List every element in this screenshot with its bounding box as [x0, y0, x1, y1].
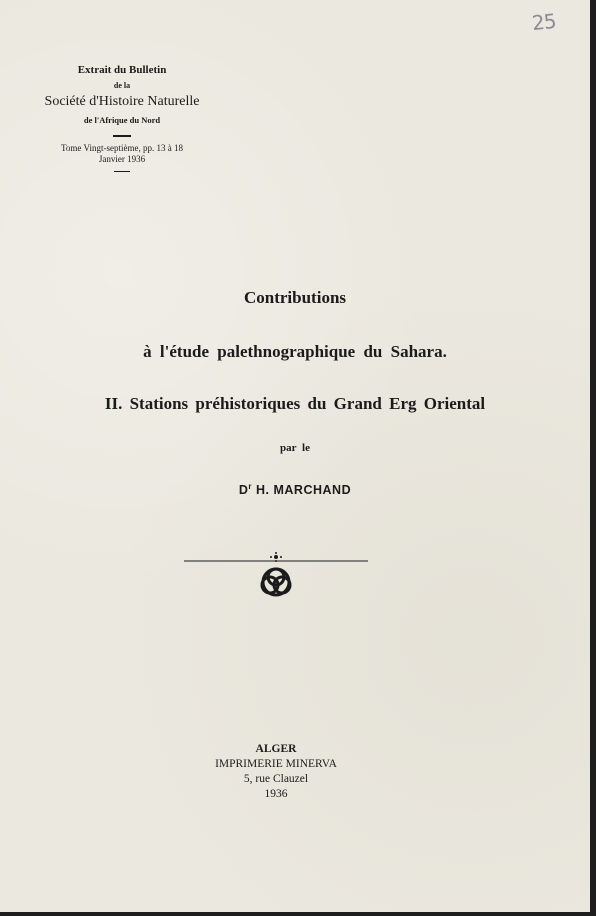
title-block — [0, 288, 590, 497]
title-line-3: II. Stations préhistoriques du Grand Erg Oriental — [104, 394, 486, 413]
title-line-2: à l'étude palethnographique du Sahara. — [143, 342, 447, 361]
header-de-la: de la — [113, 80, 131, 90]
author-title-prefix: D — [238, 483, 249, 498]
header-divider — [113, 135, 131, 137]
header-afrique: de l'Afrique du Nord — [83, 114, 161, 125]
scan-edge-bottom — [0, 912, 596, 916]
header-extrait: Extrait du Bulletin — [77, 64, 167, 76]
author-surname: H. MARCHAND — [252, 483, 352, 498]
interlaced-rings-icon — [262, 569, 290, 595]
title-line-1: Contributions — [243, 288, 347, 307]
author-title-superscript: r — [248, 482, 253, 491]
imprint-city: ALGER — [255, 743, 297, 755]
imprint-year: 1936 — [264, 787, 288, 800]
imprint-address: 5, rue Clauzel — [243, 772, 309, 785]
header-divider-small — [114, 171, 130, 172]
printer-ornament-icon — [182, 550, 370, 602]
author-name — [0, 482, 590, 497]
imprint-printer: IMPRIMERIE MINERVA — [215, 757, 337, 770]
imprint-block — [0, 742, 552, 802]
scan-edge-right — [590, 0, 596, 916]
byline-par: par le — [280, 442, 310, 454]
pencil-annotation: 25 — [530, 8, 557, 36]
header-tome: Tome Vingt-septième, pp. 13 à 18 — [61, 142, 183, 153]
header-date: Janvier 1936 — [98, 154, 146, 165]
header-societe: Société d'Histoire Naturelle — [44, 93, 200, 109]
offprint-header — [20, 64, 224, 172]
